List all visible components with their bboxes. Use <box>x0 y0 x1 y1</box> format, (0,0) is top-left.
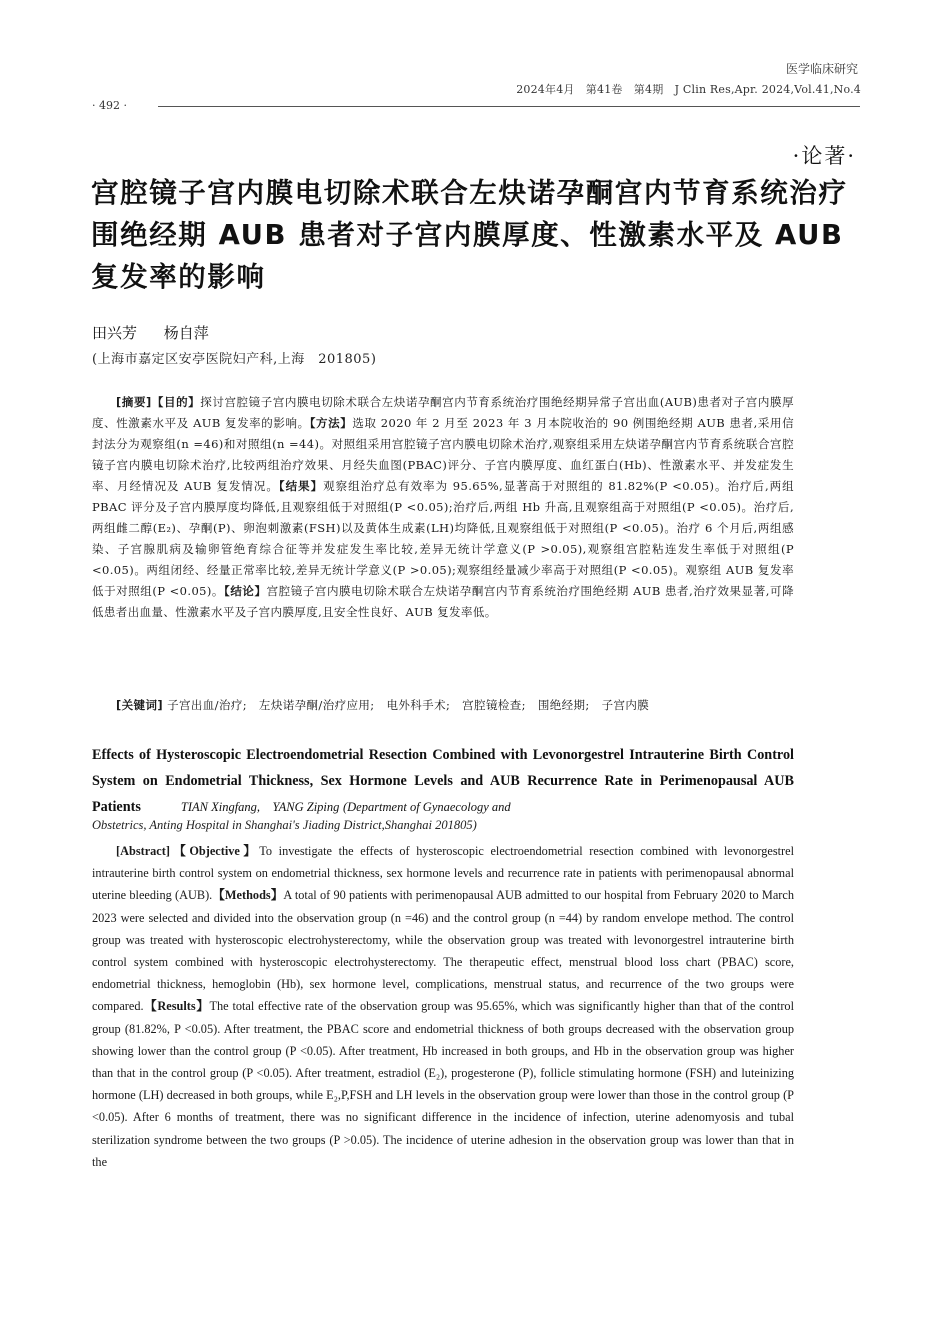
objective-cn-tag: 【目的】 <box>151 395 201 409</box>
journal-issue-line: 2024年4月 第41卷 第4期 J Clin Res,Apr. 2024,Vol.41,No.4 <box>516 83 861 96</box>
methods-cn: 选取 2020 年 2 月至 2023 年 3 月本院收治的 90 例围绝经期 AUB 患者,采用信封法分为观察组(n =46)和对照组(n =44)。对照组采用宫腔镜子宫内膜电切除术治疗,观察组采用左炔诺孕酮宫内节育系统联合宫腔镜子宫内膜电切除术治疗,比较两组治疗效果、月经失血图(PBAC)评分、子宫内膜厚度、血红蛋白(Hb)、性激素水平、并发症发生率、月经情况及 AUB 复发情况。 <box>92 416 794 493</box>
results-cn-tag: 【结果】 <box>278 479 324 493</box>
title-cn: 宫腔镜子宫内膜电切除术联合左炔诺孕酮宫内节育系统治疗围绝经期 AUB 患者对子宫内膜厚度、性激素水平及 AUB 复发率的影响 <box>91 177 848 293</box>
title-en-text: Effects of Hysteroscopic Electroendometrial Resection Combined with Levonorgestrel Intrauterine Birth Control System on Endometrial Thickness, Sex Hormone Levels and AUB Recurrence Rate in Perimenopausal AUB Patients <box>92 747 794 815</box>
objective-cn: 探讨宫腔镜子宫内膜电切除术联合左炔诺孕酮宫内节育系统治疗围绝经期异常子宫出血(AUB)患者对子宫内膜厚度、性激素水平及 AUB 复发率的影响。 <box>92 395 794 430</box>
results-en-tag: 【Results】 <box>143 999 210 1014</box>
keywords-cn-tag: [关键词] <box>116 698 164 712</box>
author-cn-1: 田兴芳 <box>92 324 138 342</box>
author-cn-2: 杨自萍 <box>163 324 209 342</box>
objective-en: To investigate the effects of hysteroscopic electroendometrial resection combined with levonorgestrel intrauterine birth control system on endometrial thickness, sex hormone levels and recurrence rate in patients with perimenopausal abnormal uterine bleeding (AUB). <box>92 844 794 903</box>
keywords-cn-text: 子宫出血/治疗; 左炔诺孕酮/治疗应用; 电外科手术; 宫腔镜检查; 围绝经期; 子宫内膜 <box>167 698 650 712</box>
affiliation-cn: (上海市嘉定区安亭医院妇产科,上海 201805) <box>92 352 377 367</box>
objective-en-tag: 【Objective】 <box>169 844 260 858</box>
conclusion-cn-tag: 【结论】 <box>224 584 267 598</box>
section-label: ·论著· <box>792 144 856 168</box>
abstract-en <box>92 840 794 1173</box>
results-cn: 观察组治疗总有效率为 95.65%,显著高于对照组的 81.82%(P <0.05)。治疗后,两组 PBAC 评分及子宫内膜厚度均降低,且观察组低于对照组(P <0.05);治疗后,两组 Hb 升高,且观察组高于对照组(P <0.05)。治疗后,两组雌二醇(E₂)、孕酮(P)、卵泡刺激素(FSH)以及黄体生成素(LH)均降低,且观察组低于对照组(P <0.05)。治疗 6 个月后,两组感染、子宫腺肌病及输卵管绝育综合征等并发症发生率比较,差异无统计学意义(P >0.05),观察组宫腔粘连发生率低于对照组(P <0.05)。两组闭经、经量正常率比较,差异无统计学意义(P >0.05);观察组经量减少率高于对照组(P <0.05)。观察组 AUB 复发率低于对照组(P <0.05)。 <box>92 479 795 598</box>
keywords-cn <box>92 695 794 716</box>
authors-en: TIAN Xingfang, YANG Ziping <box>180 800 340 814</box>
journal-name: 医学临床研究 <box>785 62 858 76</box>
authors-cn <box>92 322 231 343</box>
affiliation-en-start: (Department of Gynaecology and <box>342 800 511 814</box>
title-en <box>92 742 794 820</box>
affiliation-en: Obstetrics, Anting Hospital in Shanghai's Jiading District,Shanghai 201805) <box>92 818 477 832</box>
methods-en: A total of 90 patients with perimenopausal AUB admitted to our hospital from February 2020 to March 2023 were selected and divided into the observation group (n =46) and the control group (n =44) by random envelope method. The control group was treated with hysteroscopic electrohysterectomy, while the observation group was treated with levonorgestrel intrauterine birth control system combined with hysteroscopic electrohysterectomy. The therapeutic effect, menstrual blood loss chart (PBAC) score, endometrial thickness, hemoglobin (Hb), sex hormone level, complications, menstrual status, and recurrence of the two groups were compared. <box>92 888 794 1014</box>
header-rule <box>158 106 860 107</box>
abstract-en-tag: [Abstract] <box>116 844 170 858</box>
methods-en-tag: 【Methods】 <box>212 888 284 903</box>
methods-cn-tag: 【方法】 <box>309 416 353 430</box>
page-number: · 492 · <box>92 99 127 112</box>
results-en: The total effective rate of the observation group was 95.65%, which was significantly higher than that of the control group (81.82%, P <0.05). After treatment, the PBAC score and endometrial thickness of both groups decreased with the observation group showing lower than the control group (P <0.05). After treatment, Hb increased in both groups, and Hb in the observation group was higher than that in the control group (P <0.05). After treatment, estradiol (E₂), progesterone (P), follicle stimulating hormone (FSH) and luteinizing hormone (LH) decreased in both groups, while E₂,P,FSH and LH levels in the observation group were lower than those in the control group (P <0.05). After 6 months of treatment, there was no significant difference in the incidence of infection, uterine adenomyosis and tubal sterilization syndrome between the two groups (P >0.05). The incidence of uterine adhesion in the observation group was lower than that in the <box>92 999 794 1169</box>
abstract-cn-tag: [摘要] <box>116 395 152 409</box>
abstract-cn <box>92 392 794 623</box>
conclusion-cn: 宫腔镜子宫内膜电切除术联合左炔诺孕酮宫内节育系统治疗围绝经期 AUB 患者,治疗效果显著,可降低患者出血量、性激素水平及子宫内膜厚度,且安全性良好、AUB 复发率低。 <box>92 584 794 619</box>
